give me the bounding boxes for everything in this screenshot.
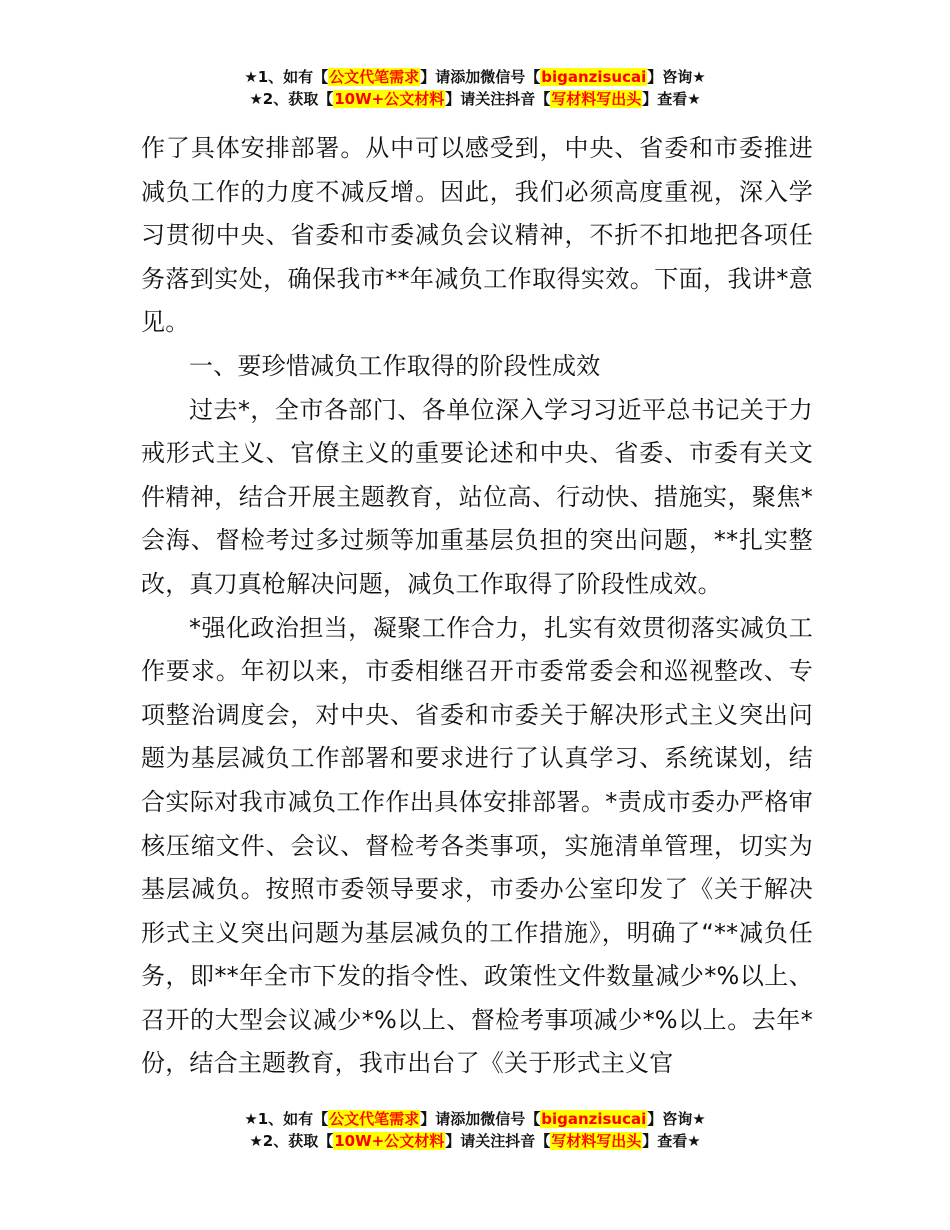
header-banner-line-1 [0,66,950,88]
banner-text: 】请添加微信号【 [420,1110,541,1128]
banner-highlight: biganzisucai [541,68,647,86]
banner-highlight: 公文代笔需求 [329,68,420,86]
banner-text: 】咨询★ [647,1110,706,1128]
banner-text: ★1、如有【 [244,1110,329,1128]
banner-highlight: 10W+公文材料 [334,90,445,108]
footer-banner [0,1108,950,1152]
banner-text: ★2、获取【 [249,1132,334,1150]
paragraph: 过去*，全市各部门、各单位深入学习习近平总书记关于力戒形式主义、官僚主义的重要论述和中央、省委、市委有关文件精神，结合开展主题教育，站位高、行动快、措施实，聚焦*会海、督检考过多过频等加重基层负担的突出问题，**扎实整改，真刀真枪解决问题，减负工作取得了阶段性成效。 [141,395,813,598]
paragraph: *强化政治担当，凝聚工作合力，扎实有效贯彻落实减负工作要求。年初以来，市委相继召开市委常委会和巡视整改、专项整治调度会，对中央、省委和市委关于解决形式主义突出问题为基层减负工作部署和要求进行了认真学习、系统谋划，结合实际对我市减负工作作出具体安排部署。*责成市委办严格审核压缩文件、会议、督检考各类事项，实施清单管理，切实为基层减负。按照市委领导要求，市委办公室印发了《关于解决形式主义突出问题为基层减负的工作措施》，明确了“**减负任务，即**年全市下发的指令性、政策性文件数量减少*%以上、召开的大型会议减少*%以上、督检考事项减少*%以上。去年*份，结合主题教育，我市出台了《关于形式主义官 [141,613,813,1078]
header-banner [0,66,950,110]
banner-text: 】请关注抖音【 [445,1132,551,1150]
banner-text: 】查看★ [642,90,701,108]
banner-highlight: biganzisucai [541,1110,647,1128]
banner-highlight: 写材料写出头 [551,90,642,108]
banner-text: ★1、如有【 [244,68,329,86]
banner-text: 】请添加微信号【 [420,68,541,86]
document-body [141,127,813,1086]
paragraph-continuation: 作了具体安排部署。从中可以感受到，中央、省委和市委推进减负工作的力度不减反增。因此，我们必须高度重视，深入学习贯彻中央、省委和市委减负会议精神，不折不扣地把各项任务落到实处，确保我市**年减负工作取得实效。下面，我讲*意见。 [141,134,813,337]
banner-highlight: 10W+公文材料 [334,1132,445,1150]
banner-highlight: 写材料写出头 [551,1132,642,1150]
banner-highlight: 公文代笔需求 [329,1110,420,1128]
banner-text: 】请关注抖音【 [445,90,551,108]
banner-text: 】查看★ [642,1132,701,1150]
footer-banner-line-1 [0,1108,950,1130]
section-heading: 一、要珍惜减负工作取得的阶段性成效 [189,351,601,380]
banner-text: 】咨询★ [647,68,706,86]
header-banner-line-2 [0,88,950,110]
banner-text: ★2、获取【 [249,90,334,108]
footer-banner-line-2 [0,1130,950,1152]
